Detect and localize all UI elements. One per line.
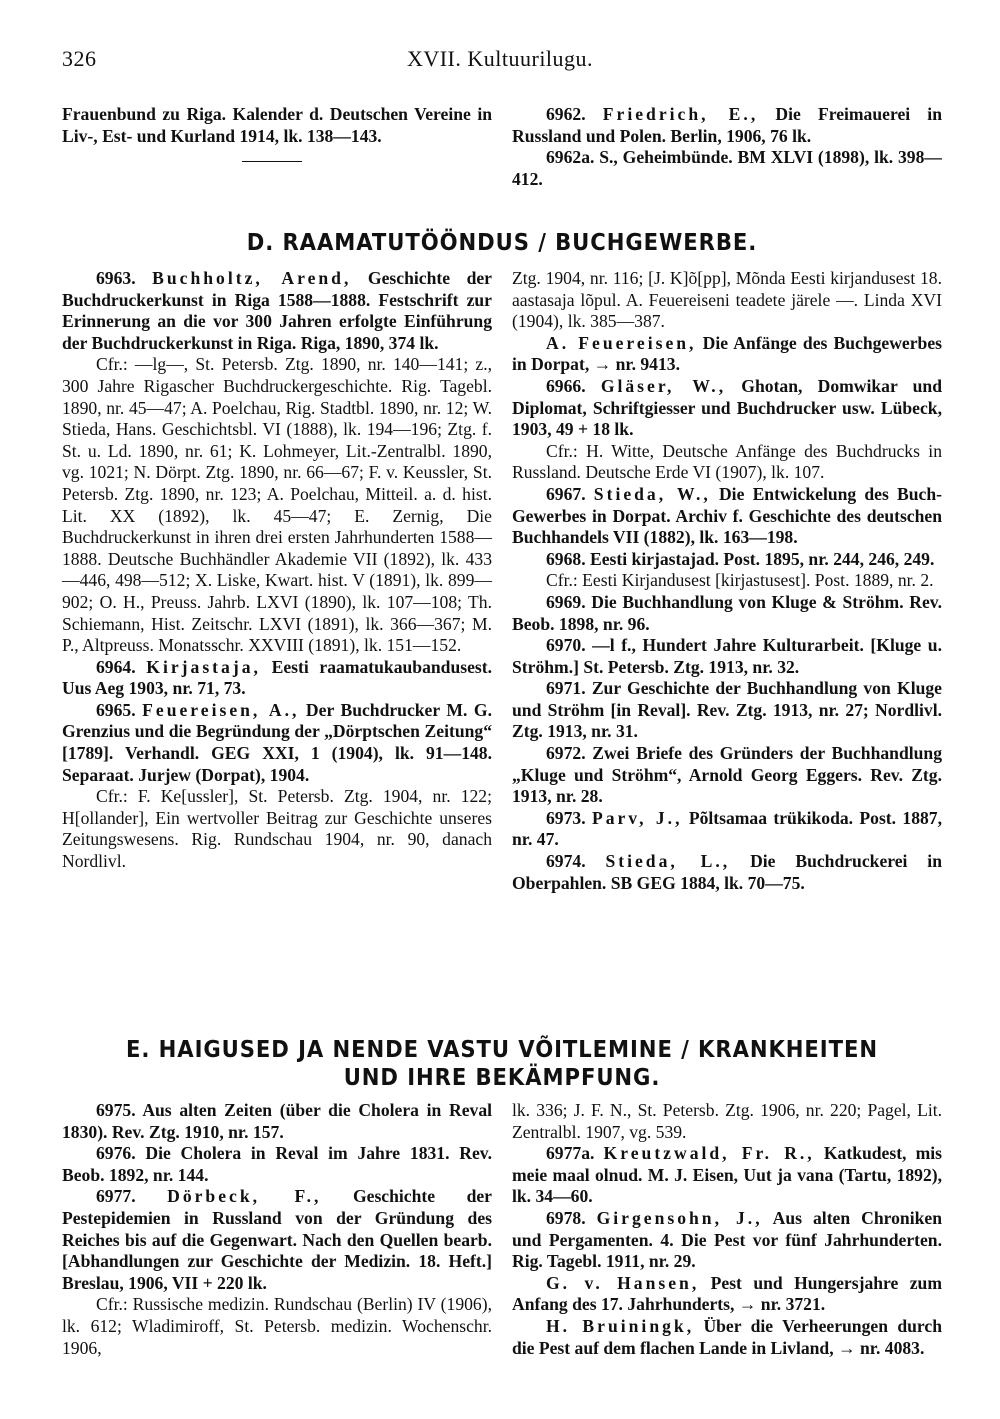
separator-rule — [242, 161, 302, 162]
entry-6964: 6964. Kirjastaja, Eesti raamatukaubandusest. Uus Aeg 1903, nr. 71, 73. — [62, 656, 492, 699]
section-d-right-column — [512, 268, 942, 894]
entry-6975: 6975. Aus alten Zeiten (über die Cholera in Reval 1830). Rev. Ztg. 1910, nr. 157. — [62, 1100, 492, 1142]
entry-6963: 6963. Buchholtz, Arend, Geschichte der Buchdruckerkunst in Riga 1588—1888. Festschrift zur Erinnerung an die vor 300 Jahren erfolgte Einführung der Buchdruckerkunst in Riga. Riga, 1890, 374 lk. — [62, 268, 492, 353]
cross-ref-feuereisen: A. Feuereisen, Die Anfänge des Buchgewerbes in Dorpat, → nr. 9413. — [512, 332, 942, 375]
top-right-column — [512, 104, 942, 190]
section-e-right-column — [512, 1100, 942, 1359]
cross-ref-bruiningk: H. Bruiningk, Über die Verheerungen durch die Pest auf dem flachen Lande in Livland, → nr. 4083. — [512, 1315, 942, 1358]
entry-6962a: 6962a. S., Geheimbünde. BM XLVI (1898), lk. 398—412. — [512, 147, 942, 189]
running-head — [62, 46, 938, 76]
entry-6968: 6968. Eesti kirjastajad. Post. 1895, nr. 244, 246, 249. — [546, 548, 935, 569]
entry-6978: 6978. Girgensohn, J., Aus alten Chroniken und Pergamenten. 4. Die Pest vor fünf Jahrhunderten. Rig. Tagebl. 1911, nr. 29. — [512, 1207, 942, 1272]
entry-6974: 6974. Stieda, L., Die Buchdruckerei in Oberpahlen. SB GEG 1884, lk. 70—75. — [512, 851, 942, 893]
entry-6973: 6973. Parv, J., Põltsamaa trükikoda. Post. 1887, nr. 47. — [512, 807, 942, 850]
section-heading-e — [97, 1036, 907, 1092]
page-number: 326 — [62, 46, 97, 71]
cfr-note: Cfr.: F. Ke[ussler], St. Petersb. Ztg. 1904, nr. 122; H[ollander], Ein wertvoller Beitrag zur Geschichte unseres Zeitungswesens. Rig. Rundschau 1904, nr. 90, danach Nordlivl. — [62, 786, 492, 872]
cfr-note: Cfr.: —lg—, St. Petersb. Ztg. 1890, nr. 140—141; z., 300 Jahre Rigascher Buchdruckergeschichte. Rig. Tagebl. 1890, nr. 45—47; A. Poelchau, Rig. Stadtbl. 1890, nr. 12; W. Stieda, Hans. Geschichtsbl. VI (1888), lk. 194—196; Ztg. f. St. u. Ld. 1890, nr. 61; K. Lohmeyer, Lit.-Zentralbl. 1890, vg. 1021; N. Dörpt. Ztg. 1890, nr. 66—67; F. v. Keussler, St. Petersb. Ztg. 1890, nr. 123; A. Poelchau, Mitteil. a. d. hist. Lit. XX (1892), lk. 45—47; E. Zernig, Die Buchdruckerkunst in ihren drei ersten Jahrhunderten 1588—1888. Deutsche Buchhändler Akademie VII (1892), lk. 433—446, 498—512; X. Liske, Kwart. hist. V (1891), lk. 899—902; O. H., Preuss. Jahrb. LXVI (1890), lk. 107—108; Th. Schiemann, Hist. Zeitschr. LXVI (1891), lk. 366—367; M. P., Altpreuss. Monatsschr. XXVIII (1891), lk. 151—152. — [62, 354, 492, 656]
section-d-left-column — [62, 268, 492, 873]
continued-cfr: lk. 336; J. F. N., St. Petersb. Ztg. 1906, nr. 220; Pagel, Lit. Zentralbl. 1907, vg. 539. — [512, 1100, 942, 1142]
entry-6966: 6966. Gläser, W., Ghotan, Domwikar und Diplomat, Schriftgiesser und Buchdrucker usw. Lübeck, 1903, 49 + 18 lk. — [512, 375, 942, 440]
chapter-title: XVII. Kultuurilugu. — [406, 46, 594, 71]
entry-6971: 6971. Zur Geschichte der Buchhandlung von Kluge und Ströhm [in Reval]. Rev. Ztg. 1913, nr. 27; Nordlivl. Ztg. 1913, nr. 31. — [512, 678, 942, 742]
entry-6962: 6962. Friedrich, E., Die Freimauerei in Russland und Polen. Berlin, 1906, 76 lk. — [512, 104, 942, 146]
cfr-note: Cfr.: H. Witte, Deutsche Anfänge des Buchdrucks in Russland. Deutsche Erde VI (1907), lk. 107. — [512, 440, 942, 483]
entry-6970: 6970. —l f., Hundert Jahre Kulturarbeit. [Kluge u. Ströhm.] St. Petersb. Ztg. 1913, nr. 32. — [512, 635, 942, 677]
cross-ref-hansen: G. v. Hansen, Pest und Hungersjahre zum Anfang des 17. Jahrhunderts, → nr. 3721. — [512, 1272, 942, 1315]
entry-6965: 6965. Feuereisen, A., Der Buchdrucker M. G. Grenzius und die Begründung der „Dörptschen Zeitung“ [1789]. Verhandl. GEG XXI, 1 (1904), lk. 91—148. Separaat. Jurjew (Dorpat), 1904. — [62, 699, 493, 785]
entry-6977a: 6977a. Kreutzwald, Fr. R., Katkudest, mis meie maal olnud. M. J. Eisen, Uut ja vana (Tartu, 1892), lk. 34—60. — [512, 1143, 942, 1207]
entry-6967: 6967. Stieda, W., Die Entwickelung des Buch-Gewerbes in Dorpat. Archiv f. Geschichte des deutschen Buchhandels VII (1882), lk. 163—198. — [512, 483, 942, 548]
entry-6969: 6969. Die Buchhandlung von Kluge & Ströhm. Rev. Beob. 1898, nr. 96. — [512, 591, 942, 634]
cfr-note: Cfr.: Russische medizin. Rundschau (Berlin) IV (1906), lk. 612; Wladimiroff, St. Petersb. medizin. Wochenschr. 1906, — [62, 1294, 492, 1358]
entry-6976: 6976. Die Cholera in Reval im Jahre 1831. Rev. Beob. 1892, nr. 144. — [62, 1143, 492, 1185]
section-heading-d: D. RAAMATUTÖÖNDUS / BUCHGEWERBE. — [246, 230, 758, 256]
entry-6977: 6977. Dörbeck, F., Geschichte der Pestepidemien in Russland von der Gründung des Reiches bis auf die Gegenwart. Nach den Quellen bearb. [Abhandlungen zur Geschichte der Medizin. 18. Heft.] Breslau, 1906, VII + 220 lk. — [62, 1186, 492, 1293]
section-heading-e-line1: E. HAIGUSED JA NENDE VASTU VÕITLEMINE / KRANKHEITEN — [126, 1037, 878, 1063]
entry-6972: 6972. Zwei Briefe des Gründers der Buchhandlung „Kluge und Ströhm“, Arnold Georg Eggers. Rev. Ztg. 1913, nr. 28. — [512, 743, 942, 807]
cfr-note: Cfr.: Eesti Kirjandusest [kirjastusest]. Post. 1889, nr. 2. — [546, 570, 934, 591]
continued-entry: Frauenbund zu Riga. Kalender d. Deutschen Vereine in Liv-, Est- und Kurland 1914, lk. 138—143. — [62, 104, 492, 146]
section-e-left-column — [62, 1100, 492, 1359]
continued-cfr: Ztg. 1904, nr. 116; [J. K]õ[pp], Mõnda Eesti kirjandusest 18. aastasaja lõpul. A. Feuereiseni teadete järele —. Linda XVI (1904), lk. 385—387. — [512, 268, 942, 332]
top-left-column — [62, 104, 492, 162]
section-heading-e-line2: UND IHRE BEKÄMPFUNG. — [343, 1065, 661, 1091]
